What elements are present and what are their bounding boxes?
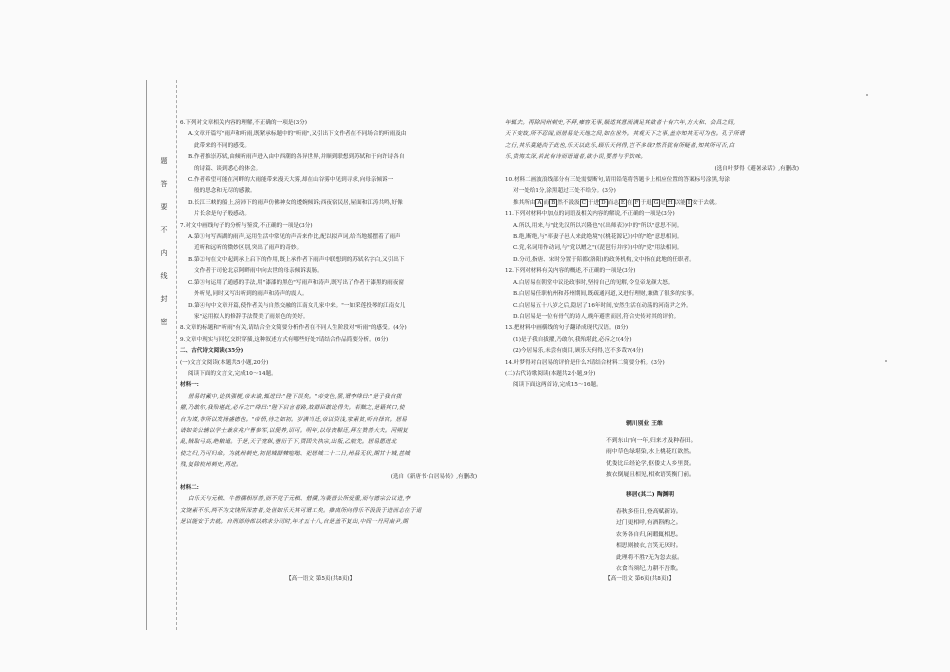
right-text-line: 推其所由 A 而 B 然不汲汲 C 于进 D 而志 E 在 F 于退 G 是 H 以能 I 安于去就。 [513,199,721,206]
left-text-line: 自为谋,非所以发扬盛德也。"帝悟,待之如初。岁满当迁,帝以资浅,家素贫,听自择官。居易 [180,416,408,423]
poem-1-line: 优娄比丘经论学,伛偻丈人乡里贤。 [606,460,695,467]
right-text-line: A.白居易在朝堂中议论政事时,坚持自己的见解,令皇帝龙颜大怒。 [513,279,674,286]
left-text-line: 乱,贼取弓高,绝粮道。于是,天子宽纵,垂衍于下,贾固失执宗,出叛,乙航先。居易愿进北 [180,439,397,446]
left-text-line: 擢,乃敢尔,我殆堪此,必斥之!"绛曰:"陛下启言者路,故群臣敢论得失。若黜之,是籍其口,使 [180,405,405,412]
seal-char: 线 [160,272,168,280]
poem-1 [606,413,696,482]
left-text-line: B.第②句在文中起到承上启下的作用,既上承作者下雨声中联想到的苏轼名字白,又引出下 [188,256,405,263]
left-text-line: C.第③句运用了通感的手法,用"漆漆的黑色"写雨声和涛声,既写出了作者于漆黑的雨夜窗 [188,279,404,286]
page-footer-left: 【高一语文 第5页(共8页)】 [286,576,356,582]
poem-2-line: 衣食当须纪,力耕不吾欺。 [616,566,682,573]
right-text-line: C.白居易五十八岁之后,隐居了16年时间,安然生活在动荡的河南尹之外。 [513,302,692,309]
right-text-line: 12.下列对材料有关内容的概述,不正确的一项是(3分) [505,268,636,275]
poem-2-title: 移居(其二) 陶渊明 [626,491,675,498]
right-text-line: C.党,名词用作动词,与"党以赠之"(《琵琶行并序》)中的"党"用法相同。 [513,245,683,252]
right-text-line: 10.材料二画波浪线部分有三处需要断句,请用铅笔将答题卡上相应位置的答案标号涂黑,每涂 [505,177,731,184]
seal-char: 封 [160,295,168,303]
seal-line-warning [158,150,170,334]
right-text-line: B.白居易任职杭州和苏州期间,既疏通河道,又进行理财,兼做了很多的实事。 [513,291,698,298]
poem-2-line: 此理将不胜?无为忽去兹。 [616,554,683,561]
seal-char: 答 [160,180,168,188]
left-text-line: 使之归,乃可归命。为就州刺史,初昆城群棘喧嗡、祀居城二十二日,州县无状,期甘十城,甚城 [180,450,411,457]
seal-char: 题 [160,157,168,165]
poem-2 [606,484,683,575]
scan-speck [885,360,887,362]
right-text-line: 阅读下面这两首诗,完成15～16题。 [513,382,602,389]
seal-char: 内 [160,249,168,257]
left-column [180,118,477,529]
poem-1-line: 雨中草色绿堪染,水上桃花红欲然。 [606,449,695,456]
left-text-line: 般的思念和无尽的感激。 [194,188,256,195]
left-text-line: 外听见,同时又写出听到的雨声和涛声的震人。 [194,291,308,298]
right-text-line: 天下变故,所不忍闻,而居易处天地之间,如在世外。其观天下之事,盖亦知其无可为也。孔子所谓 [505,131,745,138]
left-text-line: 材料一: [180,382,199,389]
right-text-line: 14.叶梦得对白居易的评价是什么?请结合材料二简要分析。(3分) [505,359,665,366]
right-text-line: 对一处给1分,涂黑超过三处不给分。(3分) [513,188,616,195]
left-text-line: 7.对文中画线句子的分析与鉴赏,不正确的一项是(3分) [180,222,313,229]
right-text-line: A.所以,用来,与"此先汉所以兴隆也"(《出师表》)中的"所以"意思不同。 [513,222,683,229]
left-text-line: C.作者希望可能在河畔的大雨能带来漫天大雾,却在山谷雾中见到寻求,向母亲倾诉一 [188,177,394,184]
left-text-line: 文饶素不乐,两不为文饶所深害者,处世如乐天其可谓工矣。推离所向得乐不汲汲于进而志在于退 [180,507,422,514]
poem-2-line: 春秋多佳日,登高赋新诗。 [616,509,682,515]
left-text-line: 9.文章中现实与回忆交织穿插,这种叙述方式有哪些好处?请结合作品简要分析。(6分) [180,336,389,343]
left-text-line: 家"运用拟人的修辞手法赞美了雨景色的美好。 [194,313,309,320]
poem-1-line: 披衣倒屣且相见,相欢语笑衡门前。 [606,472,695,479]
left-text-line: 请如姜公辅以学士兼京兆户曹参军,以便养,诏可。明年,以母丧解还,拜左赞善大夫。河朔复 [180,427,409,434]
left-text-line: 二、古代诗文阅读(35分) [180,348,244,355]
right-text-line: (1)是子我自拔擢,乃敢尔,我殆堪此,必斥之!(4分) [513,336,632,343]
left-text-line: (一)文言文阅读(本题共5小题,20分) [180,359,269,366]
left-text-line: A.第①句写西湖的雨声,运用生活中常见的声音来作比,配以拟声词,给当地摇摆着了雨声 [188,234,401,241]
seal-char: 要 [160,203,168,211]
poem-2-line: 过门更相呼,有酒斟酌之。 [616,520,682,527]
left-text-line: 6.下列对文章相关内容的理解,不正确的一项是(3分) [180,120,307,126]
left-text-line: 居易时戴中,论执强梗,帝未谕,辄进曰:"陛下误矣。"帝变色,罢,谓李绛曰:"是子我自拔 [188,393,402,400]
left-text-line: D.长江三峡的船上,滂沛下的雨声仿佛神女的逶婉倾诉;西夜宿民居,屋面和江涛共鸣,好像 [188,199,403,206]
left-text-line: 近听和远听的微妙区别,突出了雨声的奇妙。 [194,245,303,252]
right-text-line: 年辄去。再除同州刺史,不拜,雍容无事,顺适其意而满足其欲者十有六年,方大和、会昌之间, [505,120,736,126]
left-text-line: 片长余是句子般感动。 [194,211,250,218]
left-text-line: 材料二: [180,485,199,491]
left-text-line: A.文章开篇写"雨声和听雨,既紧承标题中的"听雨",又引出下文作者在不同场合的听雨及由 [188,131,407,138]
poem-2-line: 相思则披衣,言笑无厌时。 [616,543,682,550]
poem-2-line: 农务各自归,闲暇辄相思。 [616,531,682,538]
right-text-line: (二)古代诗歌阅读(本题共2小题,9分) [505,370,596,377]
left-text-line: 8.文章的标题和"听雨"有关,请结合全文简要分析作者在不同人生阶段对"听雨"的感受。(4分) [180,325,407,332]
seal-char: 不 [160,226,168,234]
binding-line [146,80,147,630]
right-text-line: D.分司,指唐、宋时分置于陪都(洛阳)的政务机构,文中指在此地的任职者。 [513,256,695,263]
seal-char: 密 [160,318,168,326]
left-text-line: D.第④句中文章开篇,使作者关与自然交融的江南女儿家中来。"一如采莲投琴的江南女儿 [188,302,406,309]
left-text-line: 残,复除杭州刺史,再进。 [180,462,242,469]
seal-line [176,80,178,630]
right-text-line: D.白居易是一位有骨气的诗人,晚年避世而居,符合史传对其的评价。 [513,313,680,320]
left-text-line: 的诗篇、谈到悉心的体会。 [194,165,262,172]
right-text-line: 乐,贵悔太深,若此有诗而语道者,欲小误,要善与乎饮味。 [505,154,647,161]
scan-speck [866,94,868,96]
left-text-line: 白乐天与元稹、牛僧孺相厚善,而不党于元稹、僧孺,为裴晋公所爱重,而与德宗公议进,李 [188,496,411,503]
right-text-line: B.绝,断绝,与"率妻子邑人来此绝境"(《桃花源记》)中的"绝"意思相同。 [513,234,683,241]
poem-1-line: 不到东山'向一年,归来才及种春田。 [606,438,697,444]
right-text-line: 11.下列对材料中加点的词语及相关内容的解说,不正确的一项是(3分) [505,211,675,218]
left-text-line: 文作者于司伦北京阿畔雨中向去世的母亲倾诉衷肠。 [194,268,323,275]
left-text-line: 阅读下面的文言文,完成10～14题。 [188,370,277,377]
right-column [505,118,799,392]
left-text-line: 是以能安于去就。自刑部侍郎以病求分司时,年才五十八,自是盖不复出,中间一丹河南尹,期 [180,519,409,526]
right-text-line: (选自叶梦得《避暑录话》,有删改) [714,165,799,172]
page-footer-right: 【高一语文 第6页(共8页)】 [605,576,675,582]
right-text-line: 之行,其乐莫能尚于此也,乐天以此乐,顾乐天何得,岂不多哉?然吾犹有所疑者,知其所可否,白 [505,142,735,149]
left-text-line: 此带来的不同的感受。 [194,142,250,149]
left-text-line: (选自《新唐书·白居易传》,有删改) [390,473,477,480]
poem-1-title: 辋川别业 王维 [626,420,663,427]
left-text-line: B.作者推崇苏轼,由倾听雨声进入由中西潮的各异世界,并顺到联想到苏轼和于向许诗各自 [188,154,405,161]
right-text-line: 13.把材料中画横线的句子翻译成现代汉语。(8分) [505,325,629,332]
right-text-line: (2)今居易乐,未尝有虞目,顾乐天何得,岂不多哉?(4分) [513,348,644,355]
